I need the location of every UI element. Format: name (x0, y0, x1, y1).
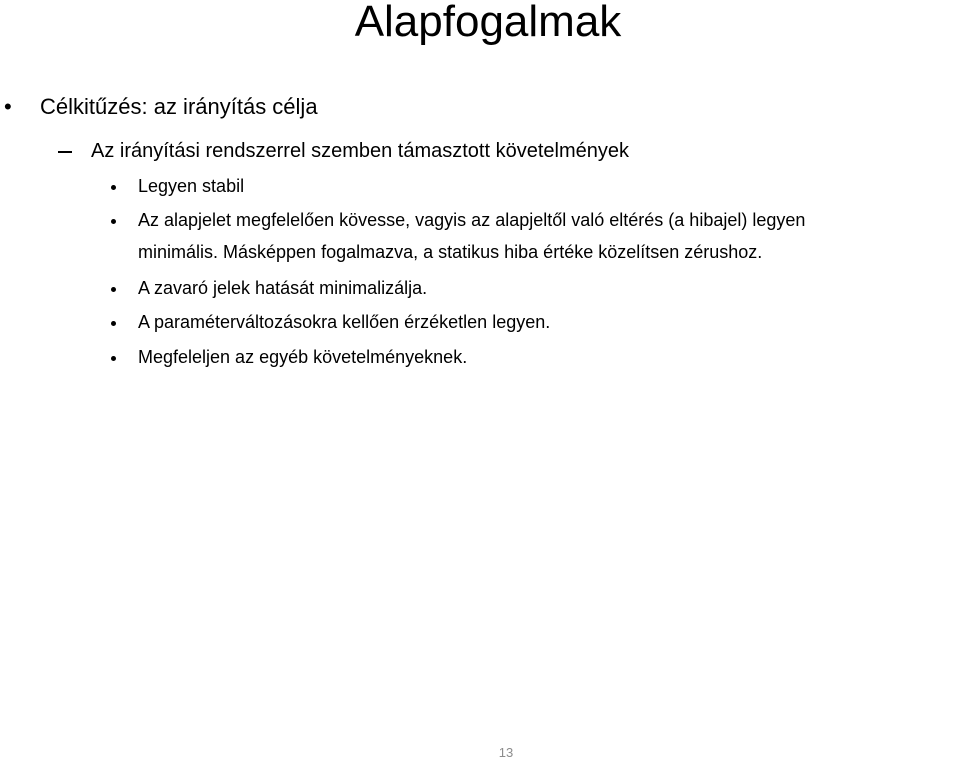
bullet-dot-icon (111, 287, 116, 292)
bullet-level2-text: Az irányítási rendszerrel szemben támasztott követelmények (91, 140, 629, 162)
bullet-dot-icon (111, 219, 116, 224)
bullet-level3-text: Az alapjelet megfelelően kövesse, vagyis az alapjeltől való eltérés (a hibajel) legyen (138, 210, 806, 230)
bullet-level1 (0, 88, 960, 126)
slide-title: Alapfogalmak (354, 0, 622, 46)
bullet-dot-icon (111, 356, 116, 361)
bullet-level3-text: Megfeleljen az egyéb követelményeknek. (138, 347, 468, 367)
bullet-level3-text: A zavaró jelek hatását minimalizálja. (138, 278, 428, 298)
page-number: 13 (498, 745, 514, 760)
bullet-level3-text-continuation: minimális. Másképpen fogalmazva, a statikus hiba értéke közelítsen zérushoz. (138, 242, 763, 262)
bullet-level1-text: Célkitűzés: az irányítás célja (40, 94, 318, 119)
bullet-dot-icon (111, 321, 116, 326)
dash-bullet-icon (58, 151, 72, 153)
bullet-dot-icon: • (4, 94, 12, 119)
bullet-level3-text: A paraméterváltozásokra kellően érzéketlen legyen. (138, 312, 551, 332)
bullet-dot-icon (111, 185, 116, 190)
bullet-level3-text: Legyen stabil (138, 176, 245, 196)
bullet-level2 (0, 135, 960, 167)
